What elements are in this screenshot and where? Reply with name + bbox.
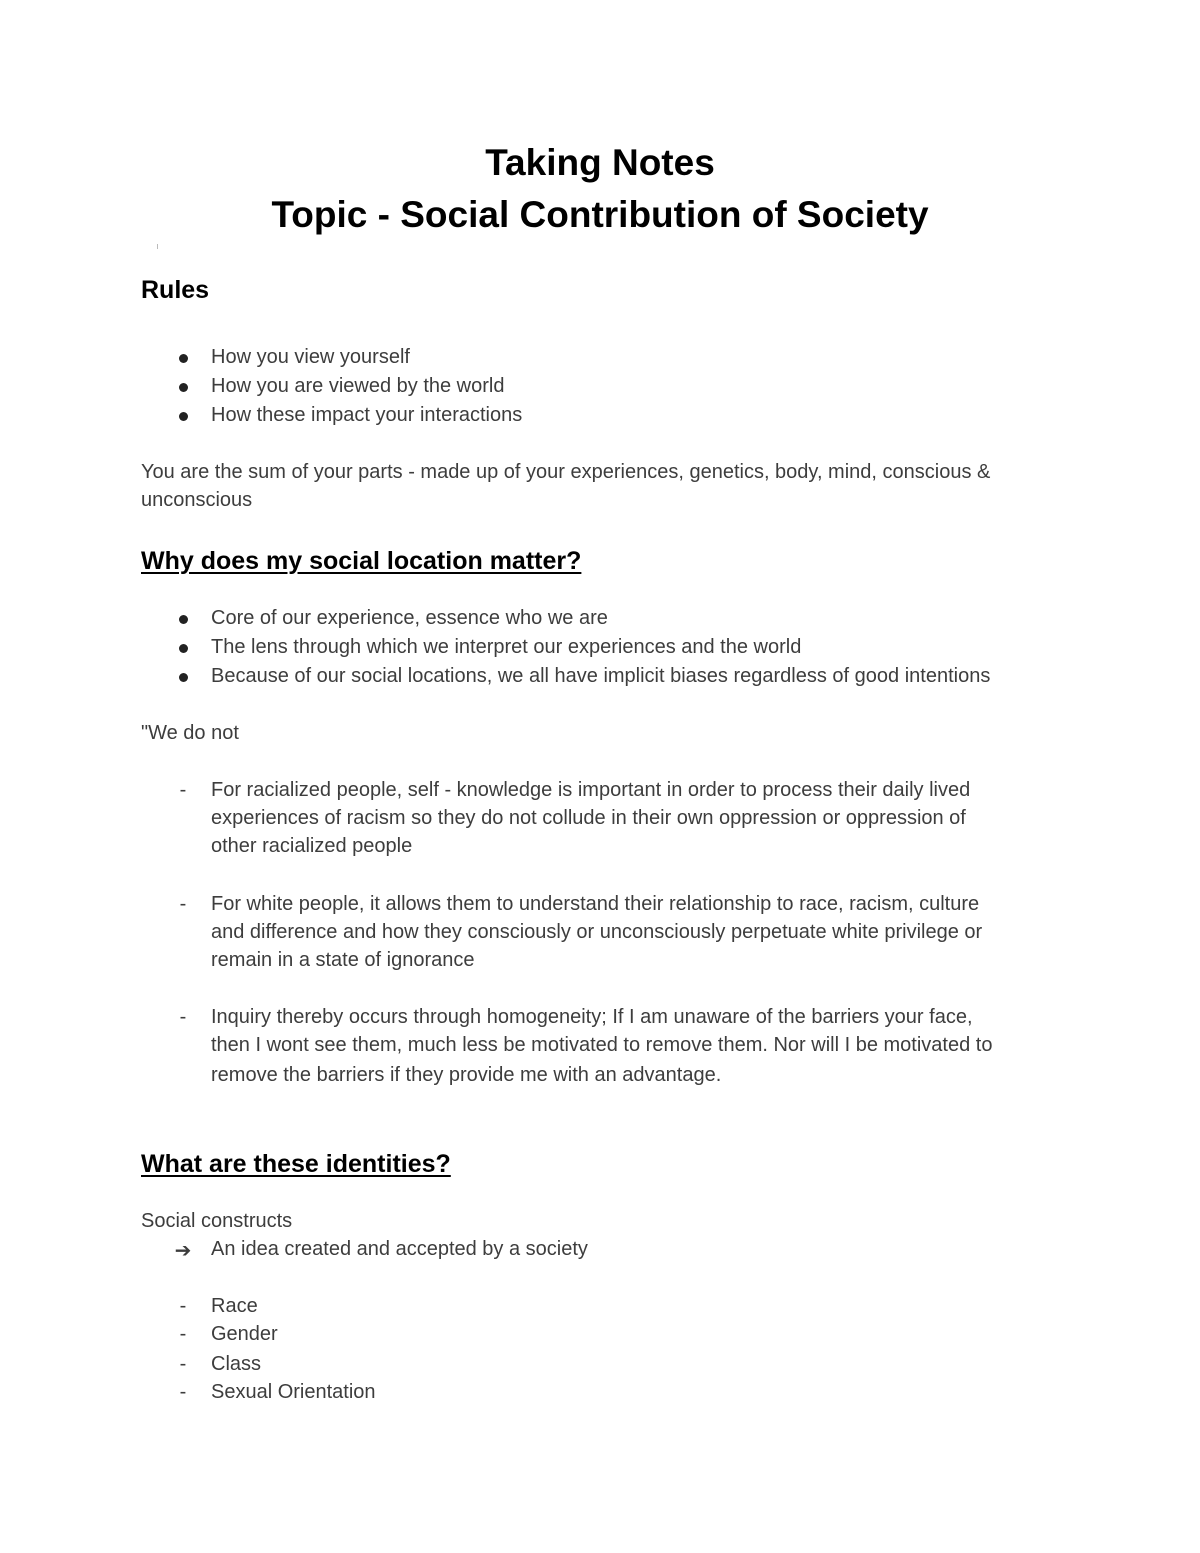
dash-marker: - (179, 1295, 187, 1317)
dash-item-line: then I wont see them, much less be motivated to remove them. Nor will I be motivated to (211, 1034, 993, 1056)
rules-heading: Rules (141, 276, 210, 304)
page-subtitle: Topic - Social Contribution of Society (271, 194, 929, 235)
bullet-icon (179, 354, 188, 363)
dash-item-line: other racialized people (211, 835, 413, 857)
dash-item-line: Inquiry thereby occurs through homogeneity; If I am unaware of the barriers your face, (211, 1006, 973, 1028)
dash-item-line: For racialized people, self - knowledge is important in order to process their daily lived (211, 779, 971, 801)
rules-item: How you view yourself (211, 346, 410, 368)
identity-item: Sexual Orientation (211, 1381, 376, 1403)
dash-marker: - (179, 1353, 187, 1375)
dash-marker: - (179, 779, 187, 801)
why-item: Core of our experience, essence who we are (211, 607, 608, 629)
dash-item-line: experiences of racism so they do not collude in their own oppression or oppression of (211, 807, 966, 829)
dash-item-line: For white people, it allows them to understand their relationship to race, racism, culture (211, 893, 980, 915)
bullet-icon (179, 615, 188, 624)
dash-item-line: and difference and how they consciously or unconsciously perpetuate white privilege or (211, 921, 983, 943)
dash-marker: - (179, 893, 187, 915)
summary-line: You are the sum of your parts - made up of your experiences, genetics, body, mind, conscious & (141, 461, 991, 483)
bullet-icon (179, 383, 188, 392)
dash-item-line: remove the barriers if they provide me with an advantage. (211, 1064, 722, 1086)
bullet-icon (179, 673, 188, 682)
rules-item: How these impact your interactions (211, 404, 523, 426)
quote-line: "We do not (141, 722, 239, 744)
why-item: The lens through which we interpret our experiences and the world (211, 636, 802, 658)
summary-line: unconscious (141, 489, 253, 511)
margin-tick-mark (157, 244, 158, 249)
identity-item: Race (211, 1295, 258, 1317)
identities-heading: What are these identities? (141, 1150, 451, 1178)
dash-marker: - (179, 1381, 187, 1403)
identity-item: Class (211, 1353, 262, 1375)
identities-intro: Social constructs (141, 1210, 293, 1232)
dash-item-line: remain in a state of ignorance (211, 949, 475, 971)
rules-item: How you are viewed by the world (211, 375, 505, 397)
why-heading: Why does my social location matter? (141, 547, 582, 575)
arrow-icon: ➔ (174, 1240, 192, 1262)
dash-marker: - (179, 1323, 187, 1345)
dash-marker: - (179, 1006, 187, 1028)
bullet-icon (179, 412, 188, 421)
why-item: Because of our social locations, we all have implicit biases regardless of good intentions (211, 665, 991, 687)
arrow-item: An idea created and accepted by a society (211, 1238, 588, 1260)
bullet-icon (179, 644, 188, 653)
page-title: Taking Notes (485, 142, 715, 183)
identity-item: Gender (211, 1323, 278, 1345)
